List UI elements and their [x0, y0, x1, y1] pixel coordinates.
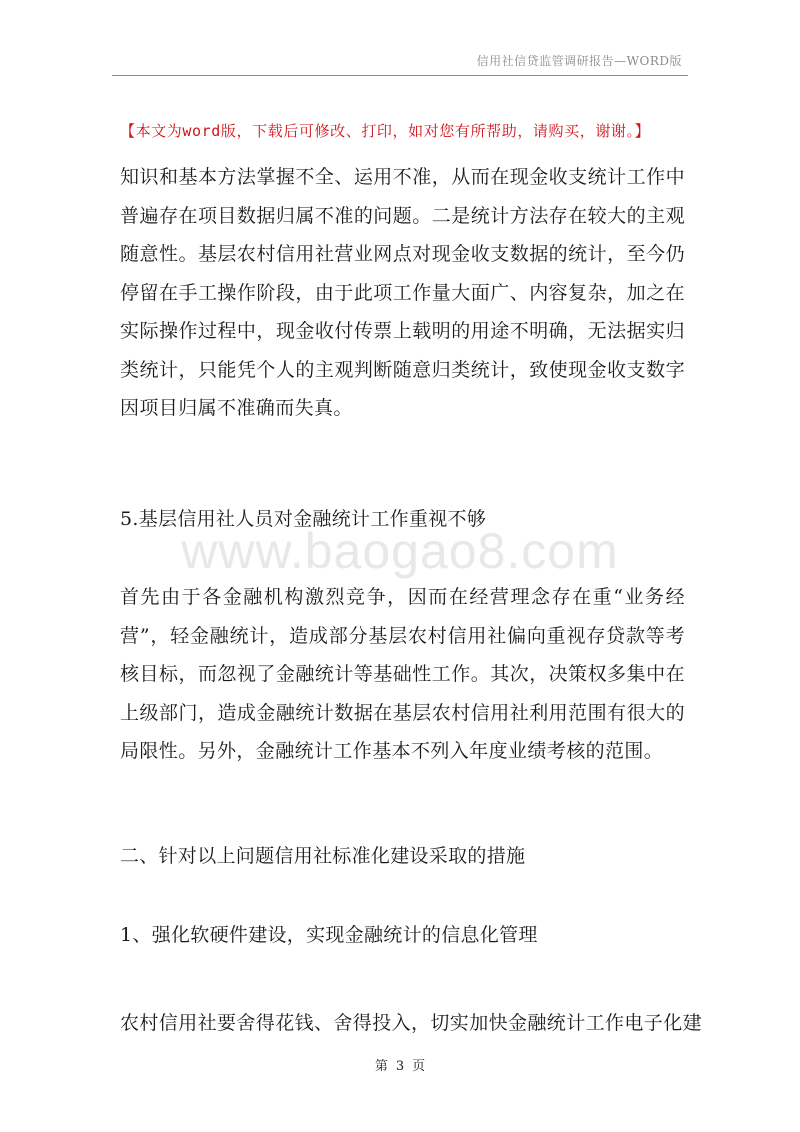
section-heading-part-2: 二、针对以上问题信用社标准化建设采取的措施: [120, 845, 526, 867]
footer-suffix: 页: [412, 1059, 426, 1074]
paragraph-section-5: 首先由于各金融机构激烈竞争，因而在经营理念存在重“业务经营”，轻金融统计，造成部分基层农村信用社偏向重视存贷款等考核目标，而忽视了金融统计等基础性工作。其次，决策权多集中在上级部门，造成金融统计数据在基层农村信用社利用范围有很大的局限性。另外，金融统计工作基本不列入年度业绩考核的范围。: [120, 586, 685, 762]
paragraph-continued: 知识和基本方法掌握不全、运用不准，从而在现金收支统计工作中普遍存在项目数据归属不准的问题。二是统计方法存在较大的主观随意性。基层农村信用社营业网点对现金收支数据的统计，至今仍停留在手工操作阶段，由于此项工作量大面广、内容复杂，加之在实际操作过程中，现金收付传票上载明的用途不明确，无法据实归类统计，只能凭个人的主观判断随意归类统计，致使现金收支数字因项目归属不准确而失真。: [120, 166, 685, 419]
watermark: www.baogao8.com: [181, 523, 619, 579]
download-notice: 【本文为word版，下载后可修改、打印，如对您有所帮助，请购买，谢谢。】: [120, 122, 651, 140]
page-footer: [0, 1055, 800, 1074]
paragraph-subsection-1: 农村信用社要舍得花钱、舍得投入，切实加快金融统计工作电子化建: [120, 1012, 703, 1034]
footer-prefix: 第: [374, 1059, 388, 1074]
page-number: 3: [395, 1059, 405, 1074]
header-divider: [112, 75, 688, 76]
subsection-heading-1: 1、强化软硬件建设，实现金融统计的信息化管理: [120, 924, 538, 946]
section-heading-5: 5.基层信用社人员对金融统计工作重视不够: [120, 508, 487, 530]
running-header-title: 信用社信贷监管调研报告—WORD版: [476, 54, 682, 68]
